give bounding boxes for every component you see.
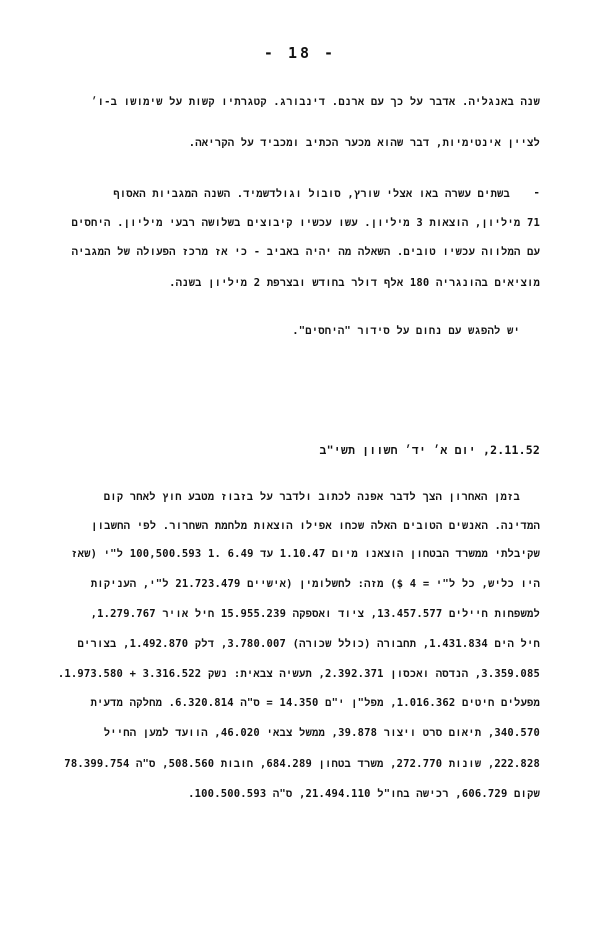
paragraph-dash: - <box>533 186 540 199</box>
paragraph-2-line-4: מוציאים בהונגריה 180 אלף דולר בחודש ובצרפת 2 מיליון בשנה. <box>169 277 540 289</box>
paragraph-4-line-4: היו כליש, כל ל"י = 4 $) מזה: לחשלומין (אישיים 21.723.479 ל"י, העניקות <box>90 578 540 590</box>
paragraph-3: יש להפגש עם נחום על סידור "היחסים". <box>292 325 520 337</box>
paragraph-4-line-3: שקיבלתי ממשרד הבטחון הוצאנו מיום 1.10.47 עד 6.49 .1 100,500.593 ל"י (שאז <box>71 548 540 560</box>
paragraph-2-line-2: 71 מיליון, הוצאות 3 מיליון. עשו עכשיו קיבוצים בשלושה רבעי מיליון. היחסים <box>71 217 540 229</box>
paragraph-4-line-9: 340.570, תיאום סרט ויצור 39.878, ממשל צבאי 46.020, הוועד למען החייל <box>103 727 540 739</box>
paragraph-4-line-8: מפעלים חיטים 1.016.362, מפל"ן י"ם 14.350 = ס"ה 6.320.814. מחלקה מדעית <box>90 697 540 709</box>
paragraph-4-line-11: שקום 606.729, רכישה בחו"ל 21.494.110, ס"ה 100.500.593. <box>188 788 540 800</box>
paragraph-4-line-1: בזמן האחרון הצך לדבר אפנה לכתוב ולדבר על בזבוז מטבע חוץ לאחר קום <box>103 491 520 503</box>
date-heading: 2.11.52, יום א׳ יד׳ חשוון תשי"ב <box>319 443 540 457</box>
paragraph-4-line-2: המדינה. האנשים הטובים האלה שכחו אפילו הוצאות מלחמת השחרור. לפי החשבון <box>91 520 540 532</box>
paragraph-1-line-2: לציין אינטימיות, דבר שהוא מכער הכתיב ומכביד על הקריאה. <box>188 137 540 149</box>
page-number: - 18 - <box>263 44 337 62</box>
paragraph-2-line-3: עם המלווה עכשיו טובים. השאלה מה יהיה באביב - כי אז מרכז הפעולה של המגביה <box>71 246 540 258</box>
paragraph-2-line-1: בשתים עשרה באו אצלי שורץ, סובול וגולדשמיד. השנה המגביות האסוף <box>113 188 510 200</box>
paragraph-4-line-5: למשפחות חיילים 13.457.577, ציוד ואספקה 15.955.239 חיל אויר 1.279.767, <box>90 608 540 620</box>
paragraph-4-line-10: 222.828, שונות 272.770, משרד בטחון 684.289, חובות 508.560, ס"ה 78.399.754 <box>64 758 540 770</box>
paragraph-4-line-7: 3.359.085, הנדסה ואכסון 2.392.371, תעשיה צבאית: נשק 3.316.522 + 1.973.580. <box>57 668 540 680</box>
paragraph-4-line-6: חיל הים 1.431.834, תחבורה (כולל שכורה) 3.780.007, דלק 1.492.870, בצורים <box>77 638 540 650</box>
paragraph-1-line-1: שנה באנגליה. אדבר על כך עם ארנם. דינבורג. קטגרתיו קשות על שימושו ב-ו׳ <box>91 96 540 108</box>
